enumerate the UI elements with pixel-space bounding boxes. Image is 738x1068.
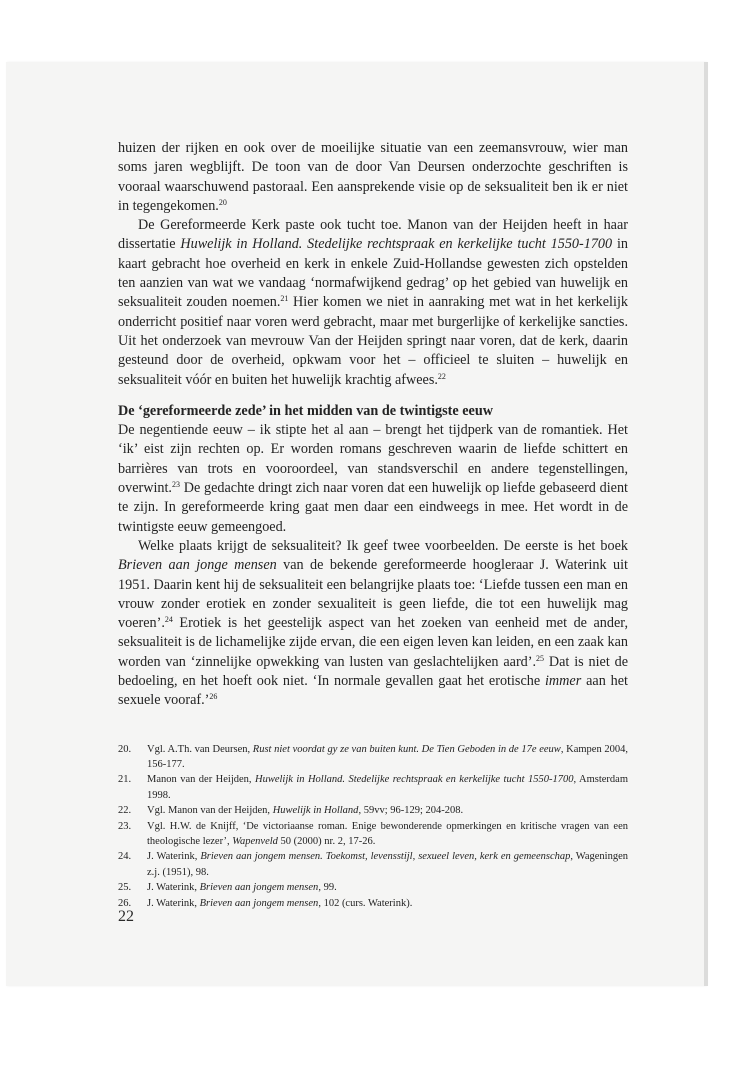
footnote-ref-24: 24 xyxy=(164,615,173,625)
footnote-ref-20: 20 xyxy=(218,197,227,207)
book-title: Huwelijk in Holland. Stedelijke rechtspraak en kerkelijke tucht 1550-1700 xyxy=(180,236,613,253)
footnote-26: 26. J. Waterink, Brieven aan jongem mensen, 102 (curs. Waterink). xyxy=(118,897,413,909)
footnote-24: 24. J. Waterink, Brieven aan jongem mensen. Toekomst, levensstijl, sexueel leven, kerk en gemeenschap, Wageningen z.j. (1951), 98. xyxy=(118,851,628,878)
section-heading: De ‘gereformeerde zede’ in het midden van de twintigste eeuw xyxy=(118,402,493,419)
paragraph-4: Welke plaats krijgt de seksualiteit? Ik geef twee voorbeelden. De eerste is het boek Brieven aan jonge mensen van de bekende gereformeerde hoogleraar J. Waterink uit 1951. Daarin kent hij de seksualiteit een belangrijke plaats toe: ‘Liefde tussen een man en vrouw zonder erotiek en zonder sexualiteit is geen liefde, die tot een huwelijk mag voeren’.$^{24}$ Erotiek is het geestelijk aspect van het zoeken van eenheid met de ander, seksualiteit is de lichamelijke zijde ervan, die een eigen leven kan leiden, en een zaak kan worden van ‘zinnelijke opwekking van lusten van geslachtelijken aard’.$^{25}$ Dat is niet de bedoeling, en het hoeft ook niet. ‘In normale gevallen gaat het erotische immer aan het sexuele vooraf.’$^{26}$ xyxy=(118,537,628,709)
paragraph-2: De Gereformeerde Kerk paste ook tucht toe. Manon van der Heijden heeft in haar dissertatie Huwelijk in Holland. Stedelijke rechtspraak en kerkelijke tucht 1550-1700 in kaart gebracht hoe overheid en kerk in enkele Zuid-Hollandse gewesten zich opstelden ten aanzien van wat we vandaag ‘normafwijkend gedrag’ op het gebied van huwelijk en seksualiteit zouden noemen.$^{21}$ Hier komen we niet in aanraking met wat in het kerkelijk onderricht positief naar voren werd gebracht, maar met burgerlijke of kerkelijke sancties. Uit het onderzoek van mevrouw Van der Heijden springt naar voren, dat de kerk, daarin gesteund door de overheid, opkwam voor het – officieel te sluiten – huwelijk en seksualiteit vóór en buiten het huwelijk krachtig afwees.$^{22}$ xyxy=(118,217,628,388)
footnote-25: 25. J. Waterink, Brieven aan jongem mensen, 99. xyxy=(118,882,337,894)
footnotes xyxy=(118,742,628,911)
footnote-22: 22. Vgl. Manon van der Heijden, Huwelijk in Holland, 59vv; 96-129; 204-208. xyxy=(118,805,464,817)
page-number: 22 xyxy=(118,908,134,925)
page-edge xyxy=(704,62,708,986)
footnote-20: 20. Vgl. A.Th. van Deursen, Rust niet voordat gy ze van buiten kunt. De Tien Geboden in de 17e eeuw, Kampen 2004, 156-177. xyxy=(118,743,628,771)
footnote-ref-26: 26 xyxy=(209,692,218,702)
paragraph-1: huizen der rijken en ook over de moeilijke situatie van een zeemansvrouw, wier man soms jaren wegblijft. De toon van de door Van Deursen onderzochte geschriften is vooraal waarschuwend pastoraal. Een aansprekende visie op de seksualiteit ben ik er niet in tegengekomen.$^{20}$ xyxy=(118,140,628,214)
footnote-ref-22: 22 xyxy=(437,371,446,381)
footnote-ref-25: 25 xyxy=(536,653,545,663)
paragraph-3: De negentiende eeuw – ik stipte het al aan – brengt het tijdperk van de romantiek. Het ‘ik’ eist zijn rechten op. Er worden romans geschreven waarin de liefde schittert en barrières van trots en vooroordeel, van standsverschil en andere tegenstellingen, overwint.$^{23}$ De gedachte dringt zich naar voren dat een huwelijk op liefde gebaseerd dient te zijn. In gereformeerde kring gaat men daar een eindweegs in mee. Het wordt in de twintigste eeuw gemeengoed. xyxy=(118,422,628,535)
footnote-ref-23: 23 xyxy=(171,480,180,490)
footnote-21: 21. Manon van der Heijden, Huwelijk in Holland. Stedelijke rechtspraak en kerkelijke tucht 1550-1700, Amsterdam 1998. xyxy=(118,774,628,801)
page-text xyxy=(118,139,628,927)
footnote-23: 23. Vgl. H.W. de Knijff, ‘De victoriaanse roman. Enige bewonderende opmerkingen en kritische vragen van een theologische lezer’, Wapenveld 50 (2000) nr. 2, 17-26. xyxy=(118,820,628,848)
emphasis: immer xyxy=(544,673,582,690)
book-title: Brieven aan jonge mensen xyxy=(118,557,277,574)
footnote-ref-21: 21 xyxy=(280,294,289,304)
